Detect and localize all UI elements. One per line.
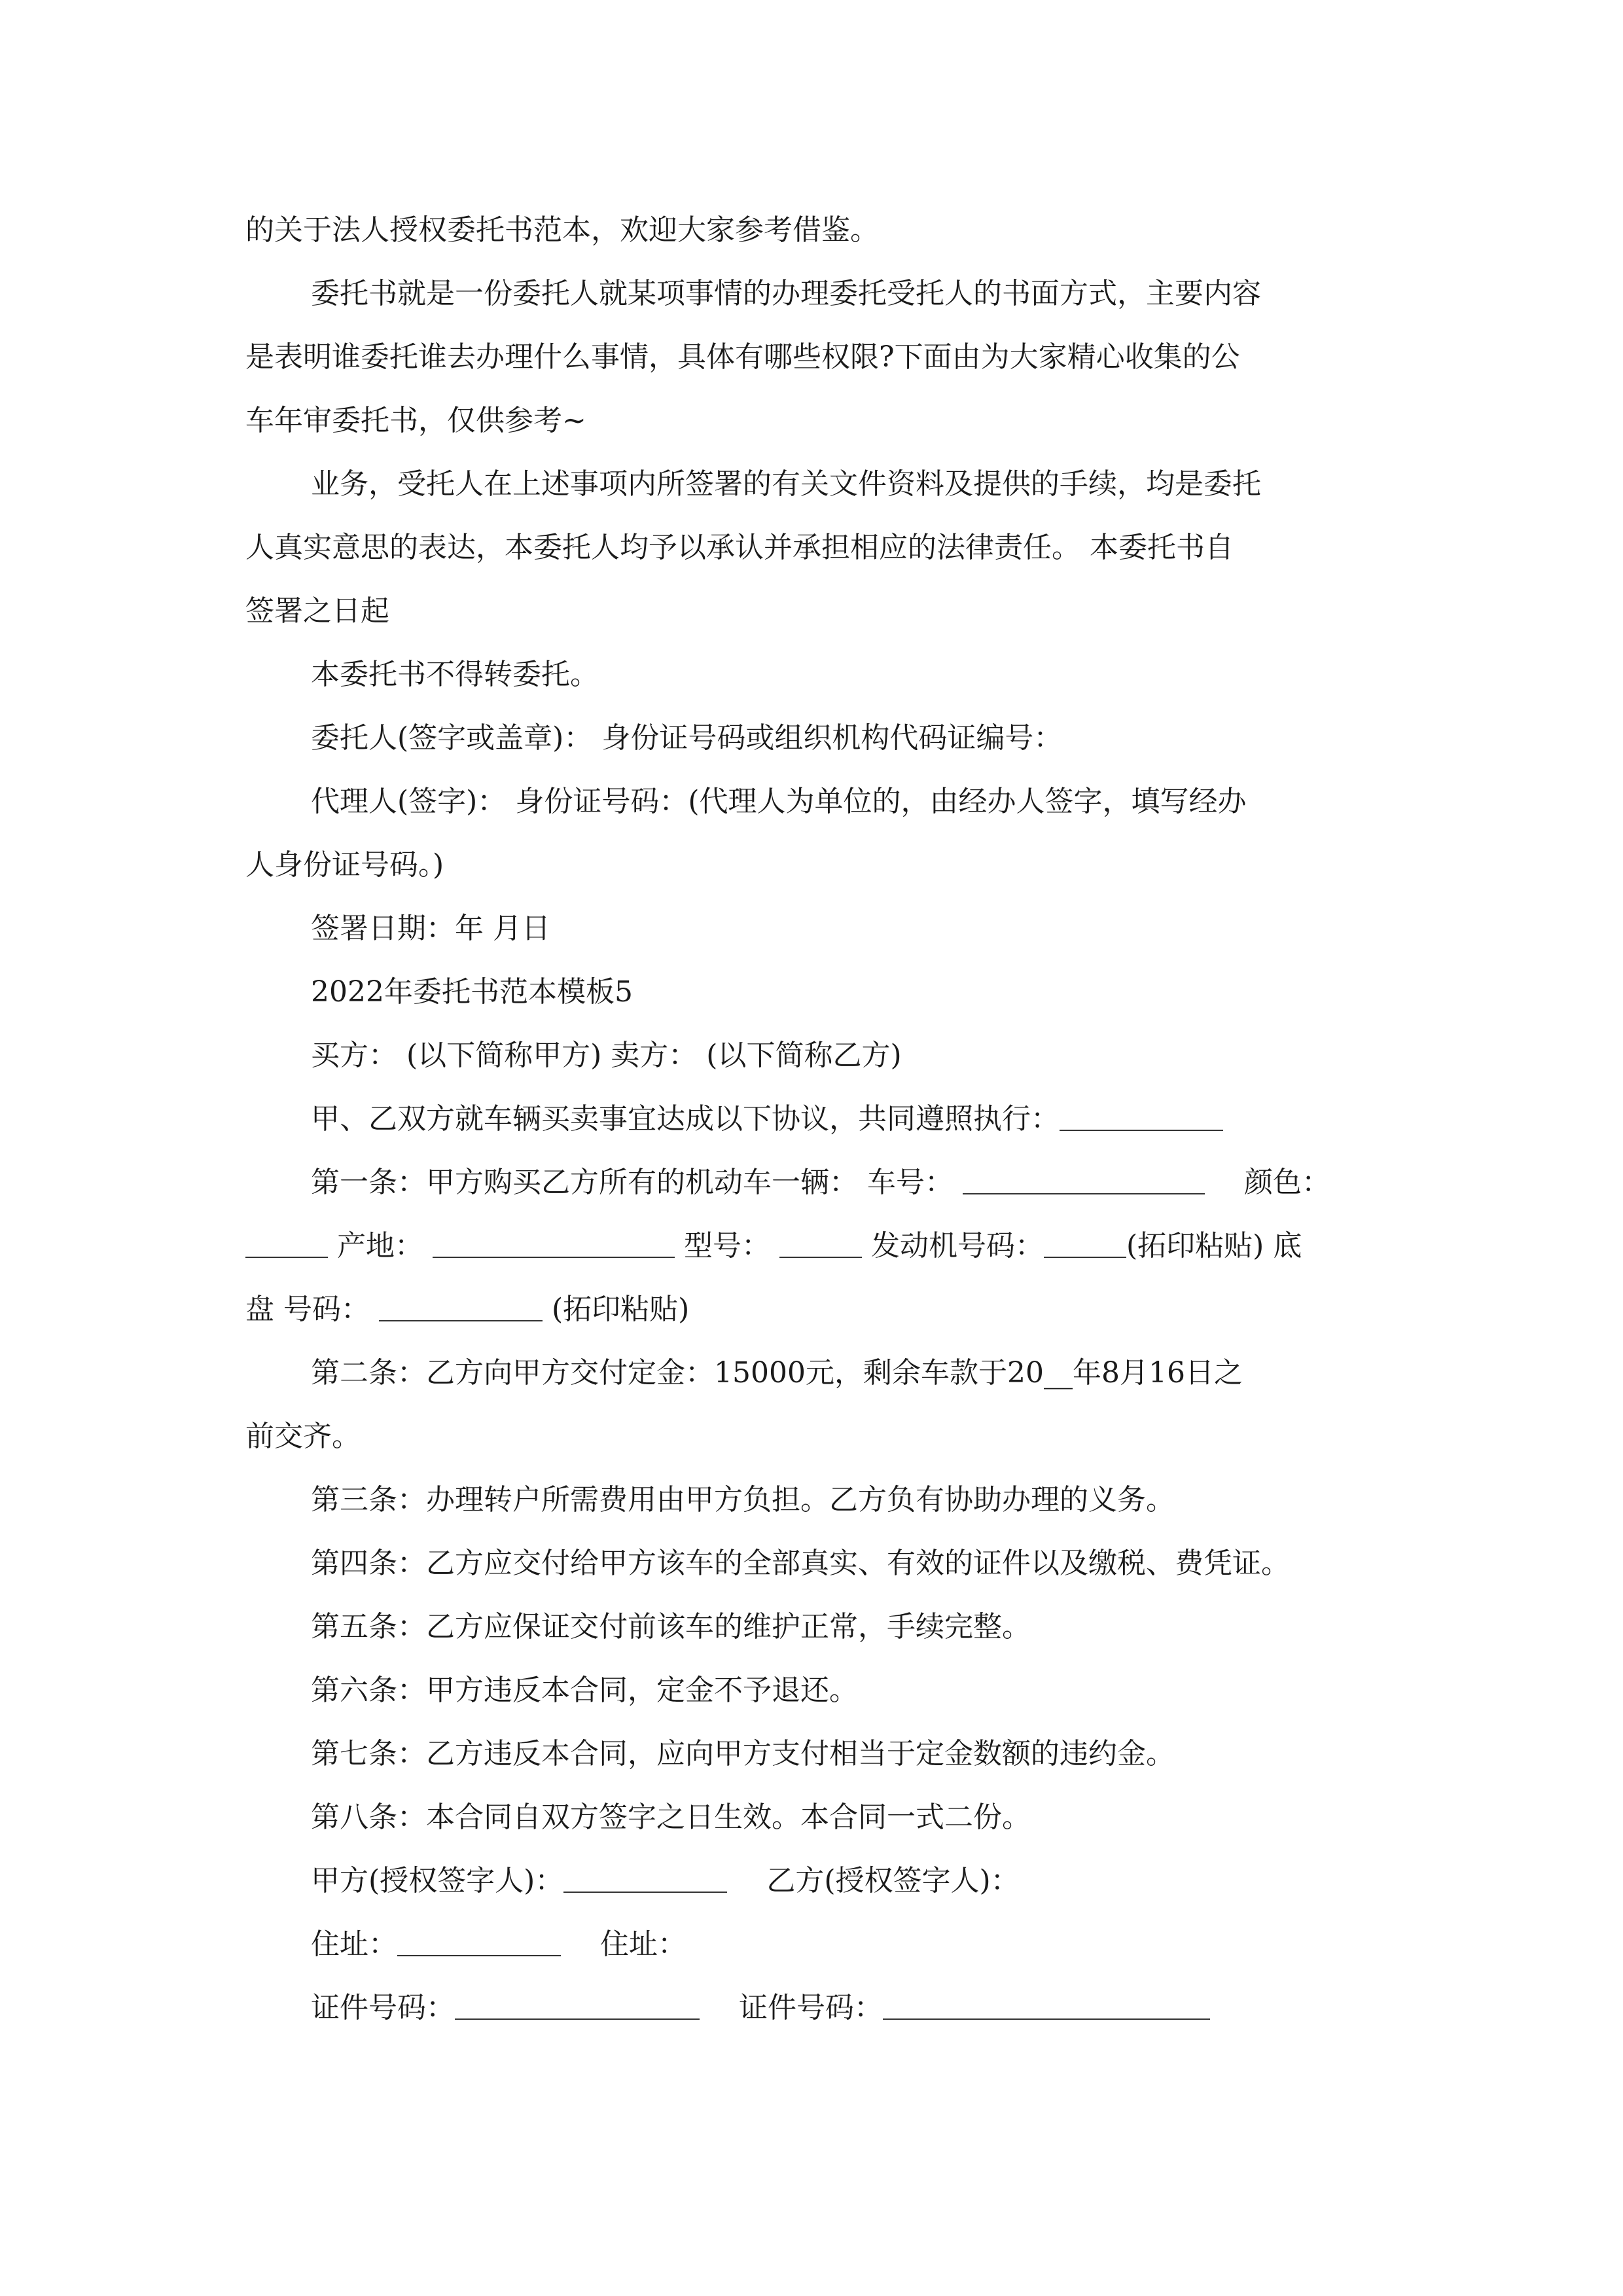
blank-field — [379, 1294, 543, 1321]
article-5 — [245, 1606, 1381, 1648]
blank-field — [433, 1230, 675, 1258]
paragraph-text: 车年审委托书，仅供参考~ — [245, 404, 586, 437]
paragraph-definition — [245, 273, 1381, 442]
paragraph-text: 甲、乙双方就车辆买卖事宜达成以下协议，共同遵照执行： — [311, 1102, 1060, 1136]
paragraph-intro — [245, 209, 1381, 251]
paragraph-text: 签署之日起 — [245, 594, 389, 628]
paragraph-text: 业务，受托人在上述事项内所签署的有关文件资料及提供的手续，均是委托 — [311, 467, 1261, 501]
paragraph-text: 买方： (以下简称甲方) 卖方： (以下简称乙方) — [311, 1039, 902, 1072]
paragraph-text: 委托人(签字或盖章)： 身份证号码或组织机构代码证编号： — [311, 721, 1063, 755]
article-6 — [245, 1670, 1381, 1712]
paragraph-text: 第三条：办理转户所需费用由甲方负担。乙方负有协助办理的义务。 — [311, 1483, 1175, 1516]
paragraph-text: 第五条：乙方应保证交付前该车的维护正常，手续完整。 — [311, 1610, 1031, 1643]
article-4 — [245, 1543, 1381, 1585]
paragraph-agent-sign — [245, 781, 1381, 886]
article-8 — [245, 1797, 1381, 1839]
blank-field — [963, 1167, 1205, 1194]
paragraph-text: 乙方(授权签字人)： — [766, 1864, 1020, 1897]
paragraph-text: 第二条：乙方向甲方交付定金：15000元，剩余车款于20__年8月16日之 — [311, 1356, 1243, 1390]
paragraph-business — [245, 463, 1381, 632]
article-2 — [245, 1352, 1381, 1458]
blank-field — [397, 1929, 561, 1956]
paragraph-text: 型号： — [684, 1229, 770, 1263]
paragraph-text: 人身份证号码。) — [245, 848, 444, 882]
paragraph-text: 本委托书不得转委托。 — [311, 658, 599, 691]
paragraph-text: 第一条：甲方购买乙方所有的机动车一辆： 车号： — [311, 1166, 954, 1199]
paragraph-text: 代理人(签字)： 身份证号码：(代理人为单位的，由经办人签字，填写经办 — [311, 785, 1247, 818]
paragraph-agreement — [245, 1098, 1381, 1140]
paragraph-text: 产地： — [337, 1229, 423, 1263]
section-heading — [245, 971, 1381, 1013]
paragraph-text: 是表明谁委托谁去办理什么事情，具体有哪些权限?下面由为大家精心收集的公 — [245, 340, 1240, 374]
paragraph-sign-date — [245, 908, 1381, 950]
paragraph-text: 委托书就是一份委托人就某项事情的办理委托受托人的书面方式，主要内容 — [311, 277, 1261, 310]
paragraph-text: 住址： — [311, 1928, 397, 1961]
paragraph-text: 住址： — [600, 1928, 687, 1961]
paragraph-principal-sign — [245, 717, 1381, 759]
paragraph-text: 颜色： — [1243, 1166, 1330, 1199]
paragraph-text: 甲方(授权签字人)： — [311, 1864, 564, 1897]
paragraph-text: 第六条：甲方违反本合同，定金不予退还。 — [311, 1674, 858, 1707]
paragraph-parties — [245, 1035, 1381, 1077]
paragraph-text: 前交齐。 — [245, 1420, 361, 1453]
article-7 — [245, 1733, 1381, 1775]
blank-field — [1060, 1103, 1223, 1131]
paragraph-text: 第四条：乙方应交付给甲方该车的全部真实、有效的证件以及缴税、费凭证。 — [311, 1547, 1290, 1580]
address-line — [245, 1924, 1381, 1965]
paragraph-text: 发动机号码： — [871, 1229, 1044, 1263]
paragraph-text: 的关于法人授权委托书范本，欢迎大家参考借鉴。 — [245, 213, 879, 247]
blank-field — [883, 1992, 1210, 2020]
paragraph-text: 第七条：乙方违反本合同，应向甲方支付相当于定金数额的违约金。 — [311, 1737, 1175, 1770]
blank-field — [1044, 1230, 1126, 1258]
paragraph-text: 第八条：本合同自双方签字之日生效。本合同一式二份。 — [311, 1801, 1031, 1834]
paragraph-text: 证件号码： — [311, 1991, 455, 2024]
blank-field — [245, 1230, 328, 1258]
article-3 — [245, 1479, 1381, 1521]
paragraph-no-subdelegation — [245, 654, 1381, 696]
id-number-line — [245, 1987, 1381, 2029]
document-body — [245, 209, 1381, 2029]
paragraph-text: 盘 号码： — [245, 1293, 370, 1326]
paragraph-text: 证件号码： — [739, 1991, 883, 2024]
signature-line — [245, 1860, 1381, 1902]
paragraph-text: (拓印粘贴) — [552, 1293, 690, 1326]
article-1 — [245, 1162, 1381, 1331]
paragraph-text: 人真实意思的表达，本委托人均予以承认并承担相应的法律责任。 本委托书自 — [245, 531, 1234, 564]
blank-field — [563, 1865, 727, 1893]
heading-text: 2022年委托书范本模板5 — [311, 975, 633, 1009]
blank-field — [455, 1992, 700, 2020]
paragraph-text: (拓印粘贴) 底 — [1126, 1229, 1302, 1263]
blank-field — [779, 1230, 862, 1258]
paragraph-text: 签署日期：年 月日 — [311, 912, 550, 945]
